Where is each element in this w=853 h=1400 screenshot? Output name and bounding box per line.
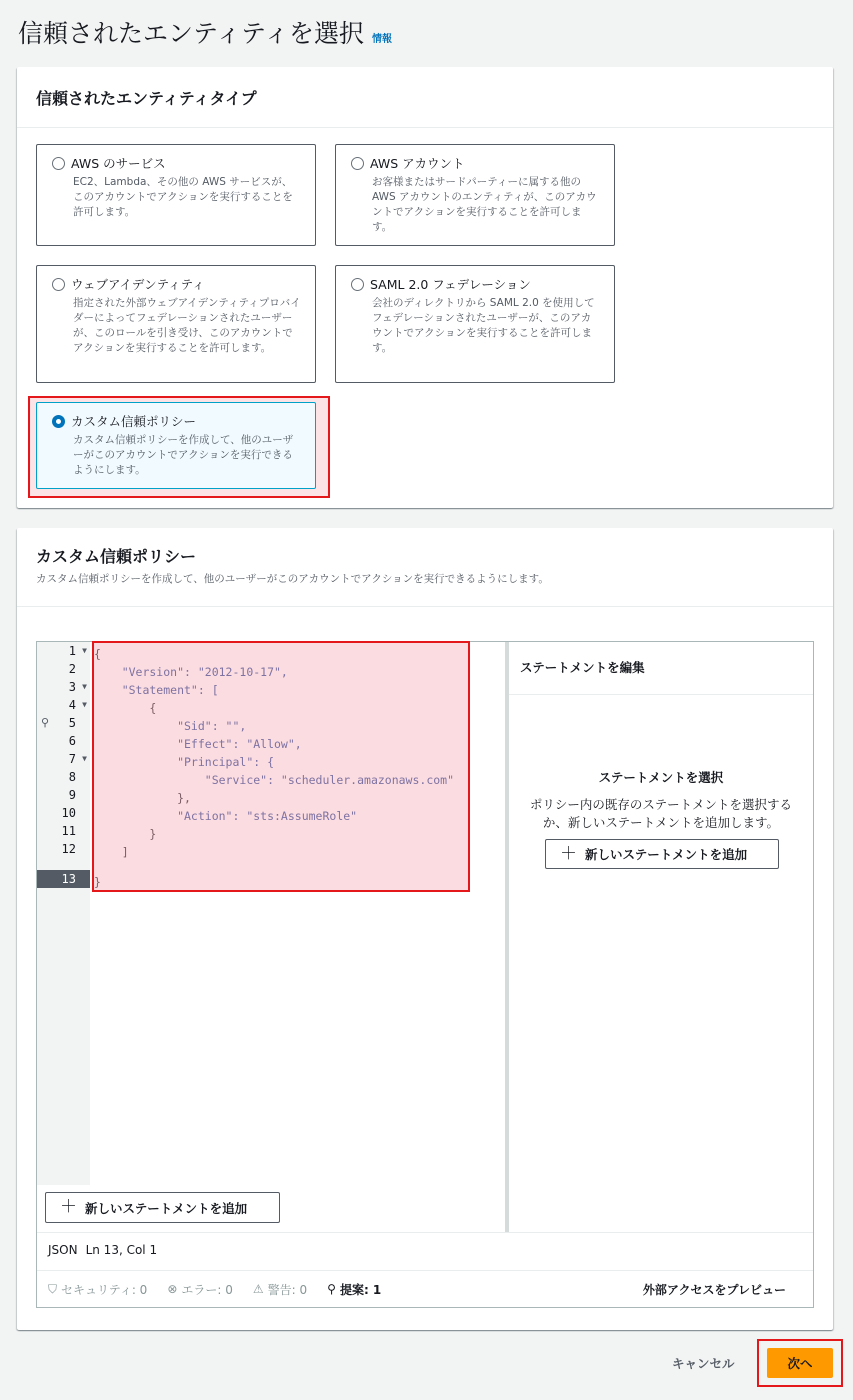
line-number: 4 ▼: [68, 698, 87, 712]
entity-type-header: [17, 67, 833, 128]
fold-arrow-icon[interactable]: ▼: [82, 646, 87, 655]
line-number: 8: [68, 770, 76, 784]
editor-status-bar: [37, 1232, 813, 1270]
radio-web-identity[interactable]: [52, 278, 65, 291]
custom-policy-header: [17, 528, 833, 607]
error-icon: ⊗: [167, 1282, 178, 1296]
highlight-code: [92, 641, 470, 892]
code-line: ]: [94, 845, 129, 859]
tile-label: AWS のサービス: [71, 156, 166, 171]
fold-arrow-icon[interactable]: ▼: [82, 682, 87, 691]
code-line: }: [94, 875, 101, 889]
shield-icon: ⛉: [48, 1281, 58, 1296]
tile-aws-account[interactable]: [335, 144, 615, 246]
entity-type-title: 信頼されたエンティティタイプ: [36, 89, 257, 108]
status-position: Ln 13, Col 1: [85, 1243, 158, 1257]
line-number: 6: [68, 734, 76, 748]
side-add-statement-label: 新しいステートメントを追加: [585, 847, 748, 862]
fold-arrow-icon[interactable]: ▼: [82, 700, 87, 709]
warning-icon: ⚠: [252, 1282, 264, 1296]
code-line: }: [94, 827, 157, 841]
plus-icon: ＋: [60, 1197, 77, 1217]
line-number: 2: [68, 662, 76, 676]
editor-gutter: [37, 642, 90, 1185]
add-statement-button[interactable]: [45, 1192, 280, 1223]
preview-external-access-link[interactable]: 外部アクセスをプレビュー: [642, 1282, 786, 1297]
add-statement-label: 新しいステートメントを追加: [85, 1200, 248, 1216]
code-line: {: [94, 701, 157, 715]
radio-saml-federation[interactable]: [351, 278, 364, 291]
custom-policy-title: カスタム信頼ポリシー: [36, 547, 197, 566]
line-number: 7 ▼: [68, 752, 87, 766]
line-number: 12: [61, 842, 76, 856]
tab-security[interactable]: ⛉ セキュリティ: 0: [48, 1281, 148, 1297]
tile-saml-federation[interactable]: [335, 265, 615, 383]
tab-errors[interactable]: ⊗ エラー: 0: [167, 1282, 233, 1297]
code-line: "Principal": {: [94, 755, 275, 769]
tile-desc: カスタム信頼ポリシーを作成して、他のユーザーがこのアカウントでアクションを実行できるようにします。: [73, 434, 294, 476]
page-title-text: 信頼されたエンティティを選択: [18, 19, 365, 48]
tile-label: カスタム信頼ポリシー: [71, 414, 197, 429]
tab-suggestions[interactable]: ⚲ 提案: 1: [327, 1282, 382, 1297]
tile-desc: お客様またはサードパーティーに属する他の AWS アカウントのエンティティが、このアカウントでアクションを実行することを許可します。: [372, 176, 597, 233]
tile-label: SAML 2.0 フェデレーション: [370, 277, 531, 292]
line-number: 1 ▼: [68, 644, 87, 658]
code-line: {: [94, 647, 101, 661]
radio-aws-service[interactable]: [52, 157, 65, 170]
status-mode: JSON: [48, 1243, 78, 1257]
lightbulb-icon[interactable]: ⚲: [41, 716, 50, 729]
code-line: "Effect": "Allow",: [94, 737, 302, 751]
code-line: "Statement": [: [94, 683, 219, 697]
lightbulb-icon: ⚲: [327, 1282, 336, 1296]
line-number-active: 13: [37, 870, 90, 888]
line-number: 9: [68, 788, 76, 802]
tile-desc: EC2、Lambda、その他の AWS サービスが、このアカウントでアクションを実行することを許可します。: [73, 176, 293, 218]
fold-arrow-icon[interactable]: ▼: [82, 754, 87, 763]
code-line: "Action": "sts:AssumeRole": [94, 809, 358, 823]
code-line: "Sid": "",: [94, 719, 247, 733]
policy-editor: [36, 641, 814, 1308]
line-number: ⚲ 5: [41, 716, 76, 730]
tile-web-identity[interactable]: [36, 265, 316, 383]
tile-label: ウェブアイデンティティ: [71, 277, 205, 292]
code-line: "Service": "scheduler.amazonaws.com": [94, 773, 455, 787]
side-empty-desc: ポリシー内の既存のステートメントを選択するか、新しいステートメントを追加します。: [529, 797, 793, 830]
line-number: 10: [61, 806, 76, 820]
next-button[interactable]: 次へ: [767, 1348, 833, 1378]
tile-desc: 指定された外部ウェブアイデンティティプロバイダーによってフェデレーションされたユーザーが、このロールを引き受け、このアカウントでアクションを実行することを許可します。: [73, 297, 301, 354]
line-number: 11: [61, 824, 76, 838]
highlight-next: [757, 1339, 843, 1387]
side-pane-title: ステートメントを編集: [509, 642, 813, 695]
line-number: 3 ▼: [68, 680, 87, 694]
custom-policy-desc: カスタム信頼ポリシーを作成して、他のユーザーがこのアカウントでアクションを実行できるようにします。: [36, 573, 549, 585]
code-line: },: [94, 791, 191, 805]
cancel-button[interactable]: キャンセル: [672, 1356, 735, 1371]
tile-aws-service[interactable]: [36, 144, 316, 246]
radio-aws-account[interactable]: [351, 157, 364, 170]
tile-label: AWS アカウント: [370, 156, 465, 171]
info-link[interactable]: 情報: [372, 34, 393, 45]
plus-icon: ＋: [560, 843, 577, 864]
tab-warnings[interactable]: ⚠ 警告: 0: [252, 1282, 308, 1297]
tile-desc: 会社のディレクトリから SAML 2.0 を使用してフェデレーションされたユーザーが、このアカウントでアクションを実行することを許可します。: [372, 297, 595, 354]
tile-custom-trust-policy[interactable]: [36, 402, 316, 489]
side-empty-title: ステートメントを選択: [598, 770, 724, 785]
validation-tabs: [37, 1270, 813, 1307]
radio-custom-trust-policy[interactable]: [52, 415, 65, 428]
statement-side-pane: [509, 642, 813, 1232]
page-title: [18, 14, 392, 50]
side-add-statement-button[interactable]: [545, 839, 779, 869]
code-line: "Version": "2012-10-17",: [94, 665, 288, 679]
